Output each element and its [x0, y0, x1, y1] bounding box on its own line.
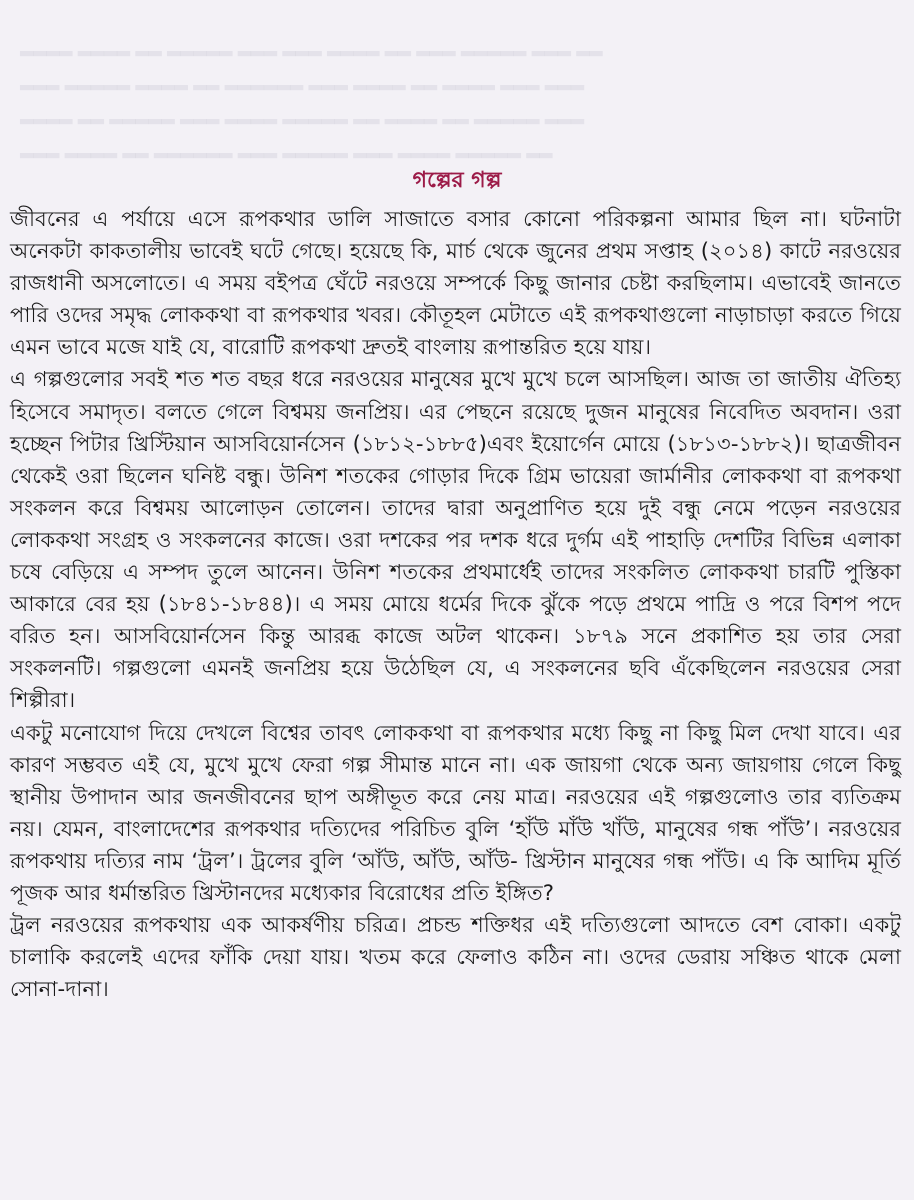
chapter-title: গল্পের গল্প [412, 168, 502, 193]
show-through-background: ▂▂▂▂ ▂▂▂▂ ▂▂ ▂▂▂▂▂ ▂▂▂ ▂▂▂ ▂▂▂▂ ▂▂ ▂▂▂ ▂▂▂▂▂ ▂▂▂ ▂▂ ▂▂▂ ▂▂▂▂▂ ▂▂▂▂ ▂▂ ▂▂▂▂▂▂ ▂▂▂ ▂▂▂▂ ▂▂ ▂▂▂▂ ▂▂▂ ▂▂▂ ▂▂▂▂ ▂▂ ▂▂▂▂▂ ▂▂▂ ▂▂▂▂ ▂▂▂▂▂ ▂▂ ▂▂▂▂ ▂▂ ▂▂▂▂▂ ▂▂▂ ▂▂▂ ▂▂▂▂ ▂▂ ▂▂▂▂▂▂ ▂▂▂ ▂▂▂▂▂ ▂▂▂ ▂▂▂▂ ▂▂▂▂▂ ▂▂ [20, 37, 603, 159]
paragraph: এ গল্পগুলোর সবই শত শত বছর ধরে নরওয়ের মানুষের মুখে মুখে চলে আসছিল। আজ তা জাতীয় ঐতিহ্য হিসেবে সমাদৃত। বলতে গেলে বিশ্বময় জনপ্রিয়। এর পেছনে রয়েছে দুজন মানুষের নিবেদিত অবদান। ওরা হচ্ছেন পিটার খ্রিস্টিয়ান আসবিয়োর্নসেন (১৮১২-১৮৮৫)এবং ইয়োর্গেন মোয়ে (১৮১৩-১৮৮২)। ছাত্রজীবন থেকেই ওরা ছিলেন ঘনিষ্ট বন্ধু। উনিশ শতকের গোড়ার দিকে গ্রিম ভায়েরা জার্মানীর লোককথা বা রূপকথা সংকলন করে বিশ্বময় আলোড়ন তোলেন। তাদের দ্বারা অনুপ্রাণিত হয়ে দুই বন্ধু নেমে পড়েন নরওয়ের লোককথা সংগ্রহ ও সংকলনের কাজে। ওরা দশকের পর দশক ধরে দুর্গম এই পাহাড়ি দেশটির বিভিন্ন এলাকা চষে বেড়িয়ে এ সম্পদ তুলে আনেন। উনিশ শতকের প্রথমার্ধেই তাদের সংকলিত লোককথা চারটি পুস্তিকা আকারে বের হয় (১৮৪১-১৮৪৪)। এ সময় মোয়ে ধর্মের দিকে ঝুঁকে পড়ে প্রথমে পাদ্রি ও পরে বিশপ পদে বরিত হন। আসবিয়োর্নসেন কিন্তু আরব্ধ কাজে অটল থাকেন। ১৮৭৯ সনে প্রকাশিত হয় তার সেরা সংকলনটি। গল্পগুলো এমনই জনপ্রিয় হয়ে উঠেছিল যে, এ সংকলনের ছবি এঁকেছিলেন নরওয়ের সেরা শিল্পীরা। [10, 366, 901, 713]
chapter-body [10, 203, 901, 1005]
paragraph: জীবনের এ পর্যায়ে এসে রূপকথার ডালি সাজাতে বসার কোনো পরিকল্পনা আমার ছিল না। ঘটনাটা অনেকটা কাকতালীয় ভাবেই ঘটে গেছে। হয়েছে কি, মার্চ থেকে জুনের প্রথম সপ্তাহ (২০১৪) কাটে নরওয়ের রাজধানী অসলোতে। এ সময় বইপত্র ঘেঁটে নরওয়ে সম্পর্কে কিছু জানার চেষ্টা করছিলাম। এভাবেই জানতে পারি ওদের সমৃদ্ধ লোককথা বা রূপকথার খবর। কৌতূহল মেটাতে এই রূপকথাগুলো নাড়াচাড়া করতে গিয়ে এমন ভাবে মজে যাই যে, বারোটি রূপকথা দ্রুতই বাংলায় রূপান্তরিত হয়ে যায়। [10, 206, 901, 360]
paragraph: একটু মনোযোগ দিয়ে দেখলে বিশ্বের তাবৎ লোককথা বা রূপকথার মধ্যে কিছু না কিছু মিল দেখা যাবে। এর কারণ সম্ভবত এই যে, মুখে মুখে ফেরা গল্প সীমান্ত মানে না। এক জায়গা থেকে অন্য জায়গায় গেলে কিছু স্থানীয় উপাদান আর জনজীবনের ছাপ অঙ্গীভূত করে নেয় মাত্র। নরওয়ের এই গল্পগুলোও তার ব্যতিক্রম নয়। যেমন, বাংলাদেশের রূপকথার দত্যিদের পরিচিত বুলি ‘হাঁউ মাঁউ খাঁউ, মানুষের গন্ধ পাঁউ’। নরওয়ের রূপকথায় দত্যির নাম ‘ট্রল’। ট্রলের বুলি ‘আঁউ, আঁউ, আঁউ- খ্রিস্টান মানুষের গন্ধ পাঁউ। এ কি আদিম মূর্তি পূজক আর ধর্মান্তরিত খ্রিস্টানদের মধ্যেকার বিরোধের প্রতি ইঙ্গিত? [10, 719, 901, 905]
paragraph: ট্রল নরওয়ের রূপকথায় এক আকর্ষণীয় চরিত্র। প্রচন্ড শক্তিধর এই দত্যিগুলো আদতে বেশ বোকা। একটু চালাকি করলেই এদের ফাঁকি দেয়া যায়। খতম করে ফেলাও কঠিন না। ওদের ডেরায় সঞ্চিত থাকে মেলা সোনা-দানা। [10, 912, 901, 1002]
